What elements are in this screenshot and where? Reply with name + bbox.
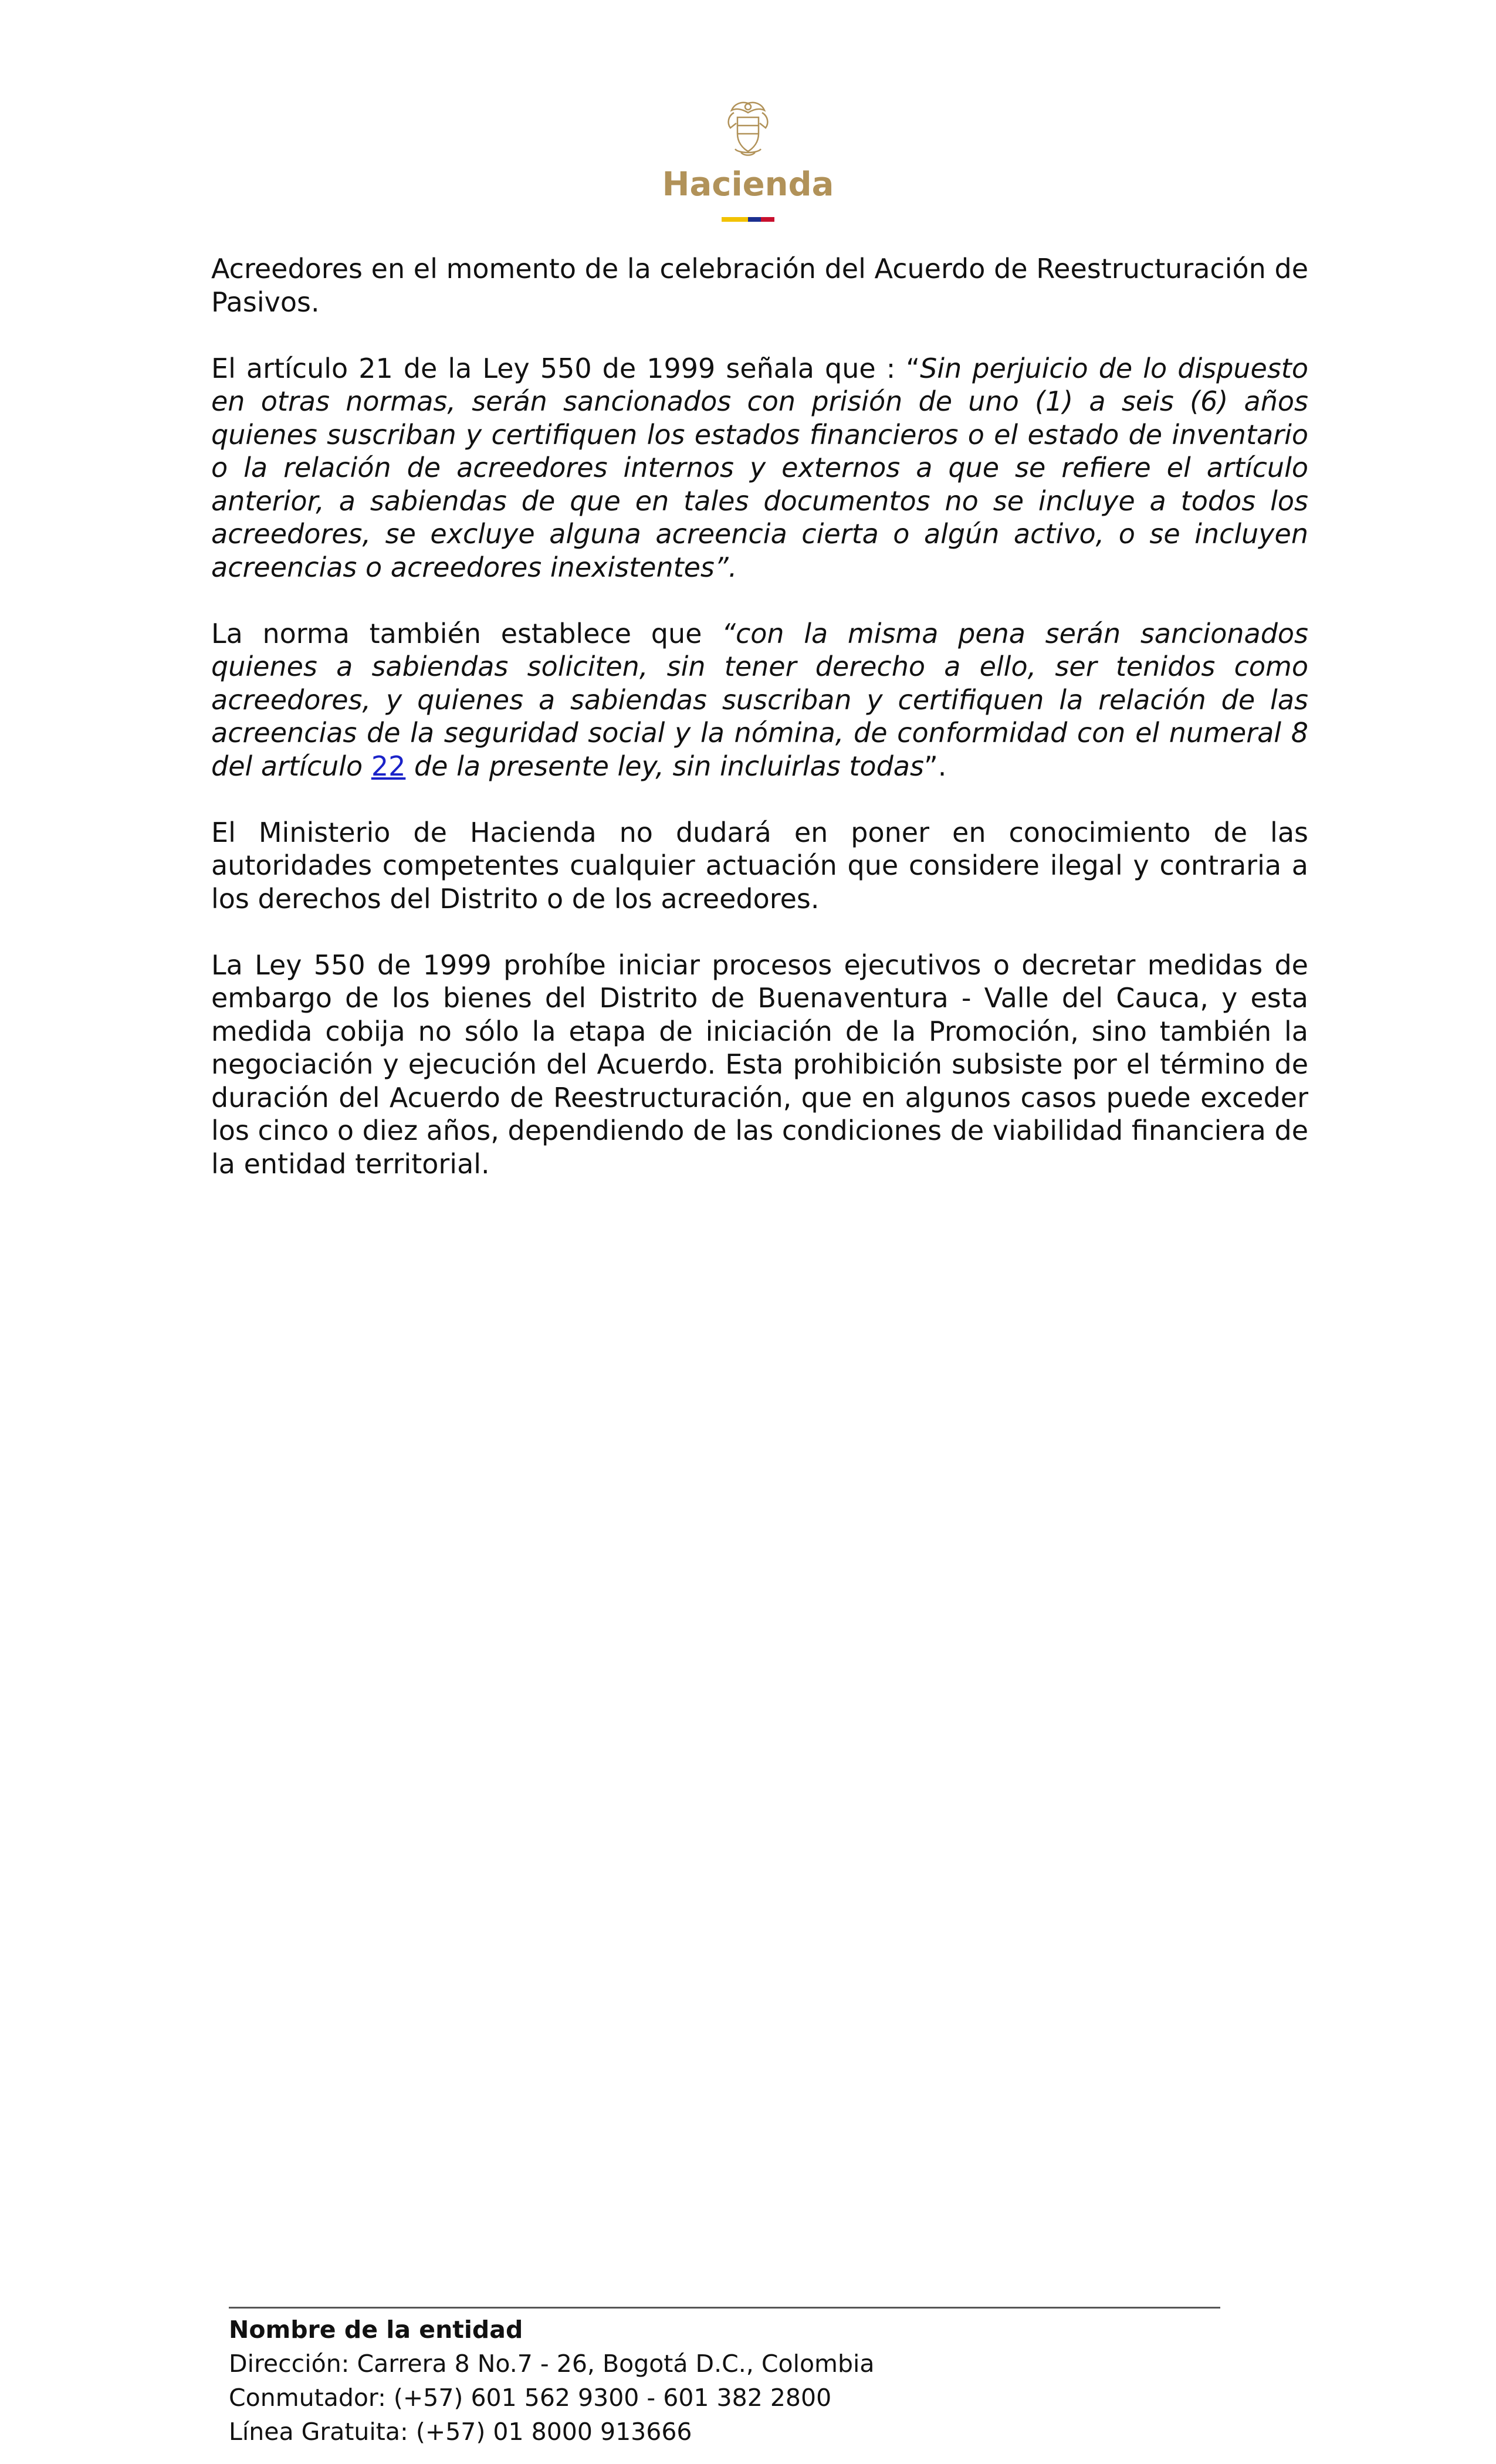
footer-toll-free: Línea Gratuita: (+57) 01 8000 913666 (229, 2418, 692, 2446)
paragraph-4: El Ministerio de Hacienda no dudará en poner en conocimiento de las autoridades competentes cualquier actuación que considere ilegal y contraria a los derechos del Distrito o de los acreedores. (211, 816, 1308, 915)
footer-entity-name: Nombre de la entidad (229, 2316, 523, 2344)
paragraph-3 (211, 617, 1308, 783)
paragraph-1: Acreedores en el momento de la celebración del Acuerdo de Reestructuración de Pasivos. (211, 253, 1308, 318)
paragraph-3-quote-b: de la presente ley, sin incluirlas todas (405, 750, 924, 782)
document-body (211, 252, 1308, 1214)
paragraph-3-intro: La norma también establece que (211, 617, 722, 649)
flag-blue (748, 217, 761, 222)
paragraph-2 (211, 352, 1308, 584)
flag-red (761, 217, 774, 222)
paragraph-2-quote: Sin perjuicio de lo dispuesto en otras normas, serán sancionados con prisión de uno (1) a seis (6) años quienes suscriban y certifiquen los estados financieros o el estado de inventario o la relación de acreedores internos y externos a que se refiere el artículo anterior, a sabiendas de que en tales documentos no se incluye a todos los acreedores, se excluye alguna acreencia cierta o algún activo, o se incluyen acreencias o acreedores inexistentes”. (211, 352, 1308, 583)
colombia-flag-bar (722, 217, 774, 222)
article-22-link[interactable]: 22 (371, 750, 406, 782)
flag-yellow (722, 217, 748, 222)
paragraph-3-quote-a: “con la misma pena serán sancionados quienes a sabiendas soliciten, sin tener derecho a ello, ser tenidos como acreedores, y quienes a sabiendas suscriban y certifiquen la relación de las acreencias de la seguridad social y la nómina, de conformidad con el numeral 8 del artículo (211, 617, 1308, 782)
paragraph-2-intro: El artículo 21 de la Ley 550 de 1999 señala que : “ (211, 352, 920, 384)
paragraph-5: La Ley 550 de 1999 prohíbe iniciar procesos ejecutivos o decretar medidas de embargo de los bienes del Distrito de Buenaventura - Valle del Cauca, y esta medida cobija no sólo la etapa de iniciación de la Promoción, sino también la negociación y ejecución del Acuerdo. Esta prohibición subsiste por el término de duración del Acuerdo de Reestructuración, que en algunos casos puede exceder los cinco o diez años, dependiendo de las condiciones de viabilidad financiera de la entidad territorial. (211, 949, 1308, 1180)
hacienda-logo (645, 100, 851, 229)
footer-divider (229, 2307, 1220, 2309)
logo-wordmark: Hacienda (662, 165, 834, 204)
coat-of-arms-icon (723, 100, 773, 158)
paragraph-3-end: ”. (923, 750, 947, 782)
footer-phone: Conmutador: (+57) 601 562 9300 - 601 382 2800 (229, 2384, 832, 2412)
footer-address: Dirección: Carrera 8 No.7 - 26, Bogotá D.C., Colombia (229, 2350, 875, 2378)
footer (229, 2313, 1285, 2449)
